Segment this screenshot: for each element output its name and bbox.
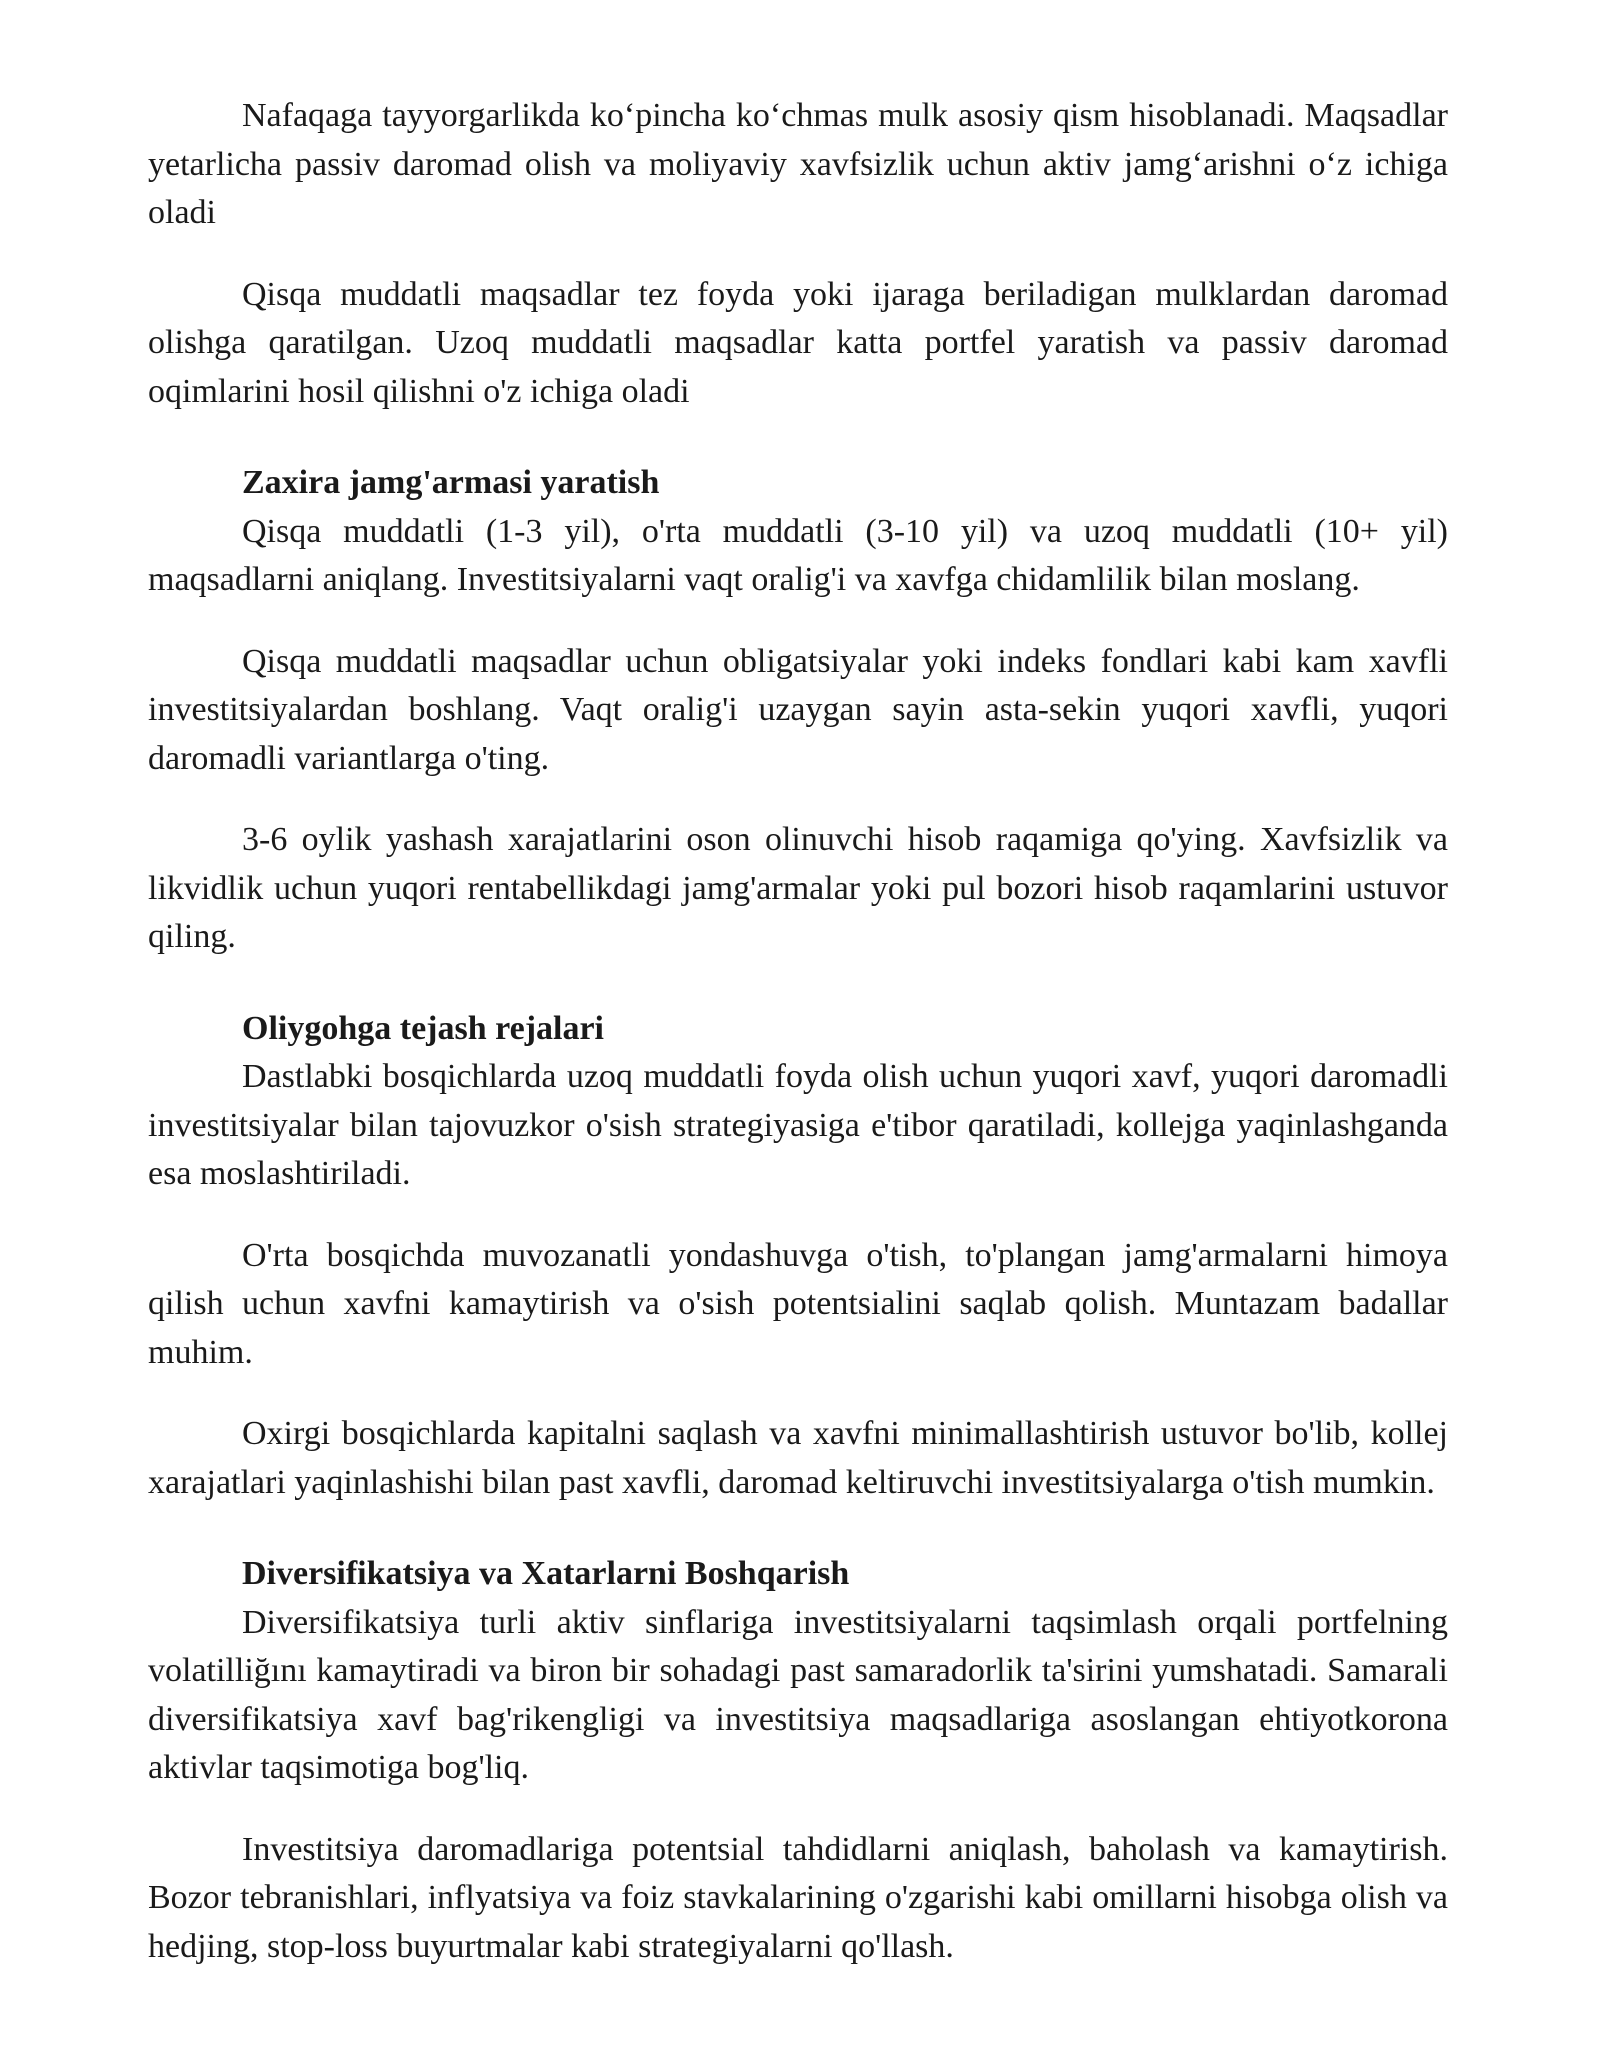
paragraph-text: Nafaqaga tayyorgarlikda ko‘pincha ko‘chmas mulk asosiy qism hisoblanadi. Maqsadlar yetarlicha passiv daromad olish va moliyaviy xavfsizlik uchun aktiv jamg‘arishni o‘z ichiga oladi — [148, 97, 1448, 231]
section-diversification-risk — [148, 1550, 1448, 1793]
paragraph-living-expenses — [148, 816, 1448, 962]
paragraph-text: Investitsiya daromadlariga potentsial tahdidlarni aniqlash, baholash va kamaytirish. Bozor tebranishlari, inflyatsiya va foiz stavkalarining o'zgarishi kabi omillarni hisobga olish va hedjing, stop-loss buyurtmalar kabi strategiyalarni qo'llash. — [148, 1830, 1448, 1965]
section-college-savings — [148, 1005, 1448, 1199]
paragraph-text: Qisqa muddatli maqsadlar tez foyda yoki ijaraga beriladigan mulklardan daromad olishga qaratilgan. Uzoq muddatli maqsadlar katta portfel yaratish va passiv daromad oqimlarini hosil qilishni o'z ichiga oladi — [148, 275, 1448, 410]
section-heading: Zaxira jamg'armasi yaratish — [242, 464, 660, 501]
paragraph-final-stage — [148, 1410, 1448, 1507]
section-reserve-fund — [148, 459, 1448, 605]
paragraph-risk-mitigation — [148, 1826, 1448, 1972]
paragraph-middle-stage — [148, 1232, 1448, 1378]
paragraph-real-estate-retirement — [148, 92, 1448, 238]
paragraph-text: O'rta bosqichda muvozanatli yondashuvga o'tish, to'plangan jamg'armalarni himoya qilish uchun xavfni kamaytirish va o'sish potentsialini saqlab qolish. Muntazam badallar muhim. — [148, 1236, 1448, 1371]
section-heading: Oliygohga tejash rejalari — [242, 1009, 604, 1047]
section-heading: Diversifikatsiya va Xatarlarni Boshqarish — [242, 1555, 850, 1592]
paragraph-text: Oxirgi bosqichlarda kapitalni saqlash va xavfni minimallashtirish ustuvor bo'lib, kollej xarajatlari yaqinlashishi bilan past xavfli, daromad keltiruvchi investitsiyalarga o'tish mumkin. — [148, 1415, 1448, 1501]
paragraph-text: Diversifikatsiya turli aktiv sinflariga investitsiyalarni taqsimlash orqali portfelning volatilliğını kamaytiradi va biron bir sohadagi past samaradorlik ta'sirini yumshatadi. Samarali diversifikatsiya xavf bag'rikengligi va investitsiya maqsadlariga asoslangan ehtiyotkorona aktivlar taqsimotiga bog'liq. — [148, 1603, 1448, 1786]
paragraph-text: 3-6 oylik yashash xarajatlarini oson olinuvchi hisob raqamiga qo'ying. Xavfsizlik va likvidlik uchun yuqori rentabellikdagi jamg'armalar yoki pul bozori hisob raqamlarini ustuvor qiling. — [148, 821, 1448, 955]
paragraph-low-risk-investments — [148, 638, 1448, 784]
paragraph-text: Qisqa muddatli maqsadlar uchun obligatsiyalar yoki indeks fondlari kabi kam xavfli investitsiyalardan boshlang. Vaqt oralig'i uzaygan sayin asta-sekin yuqori xavfli, yuqori daromadli variantlarga o'ting. — [148, 642, 1448, 777]
document-page — [148, 92, 1448, 2004]
paragraph-short-long-term-goals — [148, 271, 1448, 417]
paragraph-text: Dastlabki bosqichlarda uzoq muddatli foyda olish uchun yuqori xavf, yuqori daromadli investitsiyalar bilan tajovuzkor o'sish strategiyasiga e'tibor qaratiladi, kollejga yaqinlashganda esa moslashtiriladi. — [148, 1058, 1448, 1192]
paragraph-text: Qisqa muddatli (1-3 yil), o'rta muddatli (3-10 yil) va uzoq muddatli (10+ yil) maqsadlarni aniqlang. Investitsiyalarni vaqt oralig'i va xavfga chidamlilik bilan moslang. — [148, 512, 1448, 598]
